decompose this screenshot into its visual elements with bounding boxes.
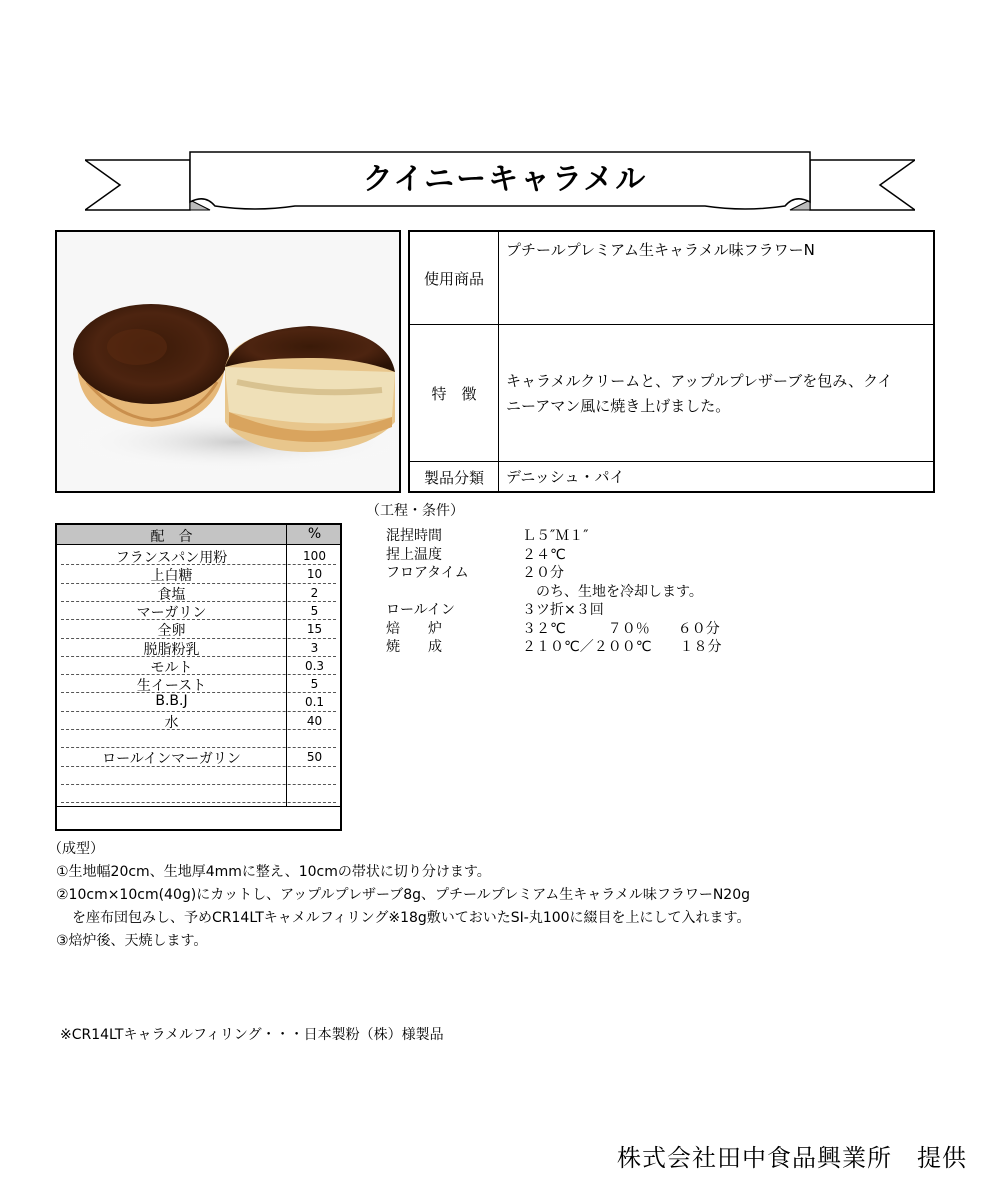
footnote: ※CR14LTキャラメルフィリング・・・日本製粉（株）様製品 [60, 1027, 444, 1043]
process-item [386, 583, 721, 602]
process-label: フロアタイム [386, 565, 469, 581]
process-label: 混捏時間 [386, 528, 442, 544]
shaping-step-2a: ②10cm×10cm(40g)にカットし、アップルプレザーブ8g、プチールプレミアム生キャラメル味フラワーN20g [56, 887, 750, 903]
recipe-percent: 2 [310, 585, 319, 600]
process-item [386, 527, 721, 546]
recipe-ingredient: ロールインマーガリン [102, 751, 241, 768]
recipe-ingredient: 脱脂粉乳 [143, 641, 200, 658]
recipe-ingredient: 水 [164, 714, 179, 731]
shaping-step-2b: を座布団包みし、予めCR14LTキャメルフィリング※18g敷いておいたSI-丸100に綴目を上にして入れます。 [72, 910, 751, 926]
feature-value [506, 369, 925, 419]
recipe-percent: 3 [310, 640, 319, 655]
recipe-percent: 5 [310, 603, 319, 618]
process-heading: （工程・条件） [366, 503, 464, 519]
category-label: 製品分類 [410, 462, 499, 493]
row-divider [61, 802, 336, 803]
provider-credit: 株式会社田中食品興業所 提供 [617, 1144, 967, 1172]
recipe-ingredient: 生イースト [136, 678, 207, 695]
process-label: 焙 炉 [386, 620, 442, 637]
recipe-percent: 0.1 [304, 695, 325, 710]
recipe-ingredient: B.B.J [155, 693, 188, 710]
header-name: 配 合 [150, 529, 193, 545]
row-divider [61, 729, 336, 730]
process-value: ３ツ折×３回 [522, 602, 604, 618]
recipe-percent: 100 [303, 549, 326, 563]
recipe-footer [57, 806, 340, 829]
process-value: ３２℃ ７０％ ６０分 [522, 620, 720, 637]
process-label [386, 583, 522, 602]
recipe-ingredient: モルト [150, 659, 193, 676]
row-divider [61, 784, 336, 785]
process-label: 焼 成 [386, 639, 442, 655]
product-row [410, 232, 933, 324]
process-item [386, 638, 721, 657]
recipe-ingredient: 全卵 [157, 623, 186, 640]
category-value: デニッシュ・パイ [506, 468, 625, 486]
page-title: クイニーキャラメル [362, 162, 648, 197]
recipe-percent: 0.3 [304, 658, 325, 673]
process-value: Ｌ５″Ｍ１″ [522, 528, 589, 544]
recipe-percent: 5 [310, 677, 319, 692]
feature-label: 特 徴 [410, 325, 499, 461]
process-label: ロールイン [386, 602, 456, 618]
recipe-percent: 10 [306, 567, 323, 582]
feature-row [410, 324, 933, 461]
process-value: ２０分 [522, 565, 564, 581]
product-photo [55, 230, 401, 493]
process-item [386, 601, 721, 620]
process-item [386, 620, 721, 639]
feature-line-1: キャラメルクリームと、アップルプレザーブを包み、クイ [506, 372, 893, 390]
recipe-ingredient: マーガリン [136, 604, 207, 621]
product-info-table [408, 230, 935, 493]
process-value: のち、生地を冷却します。 [522, 583, 703, 600]
recipe-percent: 15 [306, 622, 323, 637]
feature-line-2: ニーアマン風に焼き上げました。 [506, 397, 731, 415]
process-label: 捏上温度 [386, 546, 442, 563]
recipe-ingredient: 食塩 [157, 586, 186, 603]
process-list [386, 527, 721, 657]
recipe-header [57, 525, 340, 545]
shaping-step-3: ③焙炉後、天焼します。 [56, 933, 208, 949]
shaping-step-1: ①生地幅20cm、生地厚4mmに整え、10cmの帯状に切り分けます。 [56, 864, 491, 880]
shaping-heading: （成型） [48, 841, 104, 857]
recipe-table [55, 523, 342, 831]
product-value: プチールプレミアム生キャラメル味フラワーN [506, 241, 815, 259]
recipe-ingredient: フランスパン用粉 [115, 550, 228, 566]
process-value: ２４℃ [522, 546, 566, 563]
row-divider [61, 766, 336, 767]
recipe-ingredient: 上白糖 [150, 568, 193, 585]
process-item [386, 564, 721, 583]
process-value: ２１０℃／２００℃ １８分 [522, 639, 722, 655]
recipe-percent: 40 [306, 713, 323, 728]
recipe-percent: 50 [306, 750, 323, 765]
process-item [386, 546, 721, 565]
header-pct: % [307, 526, 322, 542]
product-label: 使用商品 [410, 232, 499, 324]
category-row [410, 461, 933, 493]
